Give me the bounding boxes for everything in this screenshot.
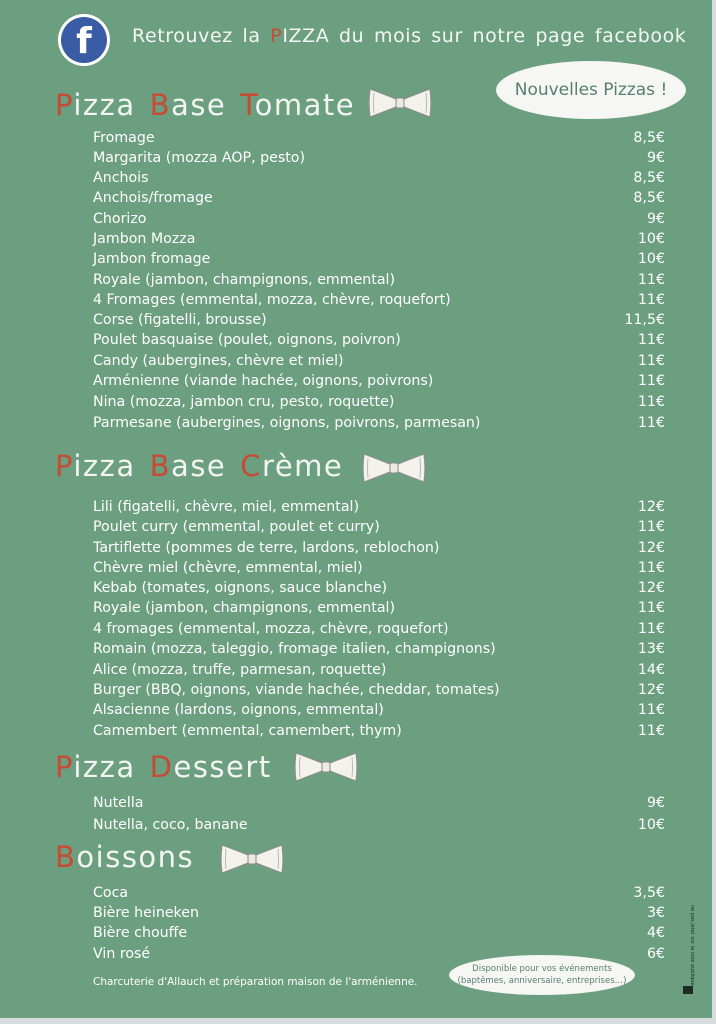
title-word xyxy=(55,449,136,483)
item-price: 11€ xyxy=(637,600,665,616)
title-word xyxy=(150,88,227,122)
menu-item xyxy=(93,578,665,598)
menu-item xyxy=(93,168,665,188)
item-price: 10€ xyxy=(637,817,665,833)
title-initial: D xyxy=(149,750,174,784)
item-name: Chèvre miel (chèvre, emmental, miel) xyxy=(93,560,363,576)
menu-item xyxy=(93,793,665,813)
events-badge-line2: (baptêmes, anniversaire, entreprises…) xyxy=(457,976,627,986)
header-text-after: du mois sur notre page facebook xyxy=(329,25,687,47)
title-word xyxy=(55,840,194,874)
item-price: 8,5€ xyxy=(633,130,665,146)
title-initial: B xyxy=(149,449,172,483)
menu-item xyxy=(93,660,665,680)
item-name: Margarita (mozza AOP, pesto) xyxy=(93,150,305,166)
title-rest: izza xyxy=(73,449,136,483)
item-price: 9€ xyxy=(646,795,665,811)
item-price: 12€ xyxy=(637,499,665,515)
bowtie-icon xyxy=(218,841,286,877)
events-badge xyxy=(449,955,635,995)
menu-item xyxy=(93,721,665,741)
item-name: Nutella xyxy=(93,795,144,811)
title-rest: essert xyxy=(173,750,272,784)
menu-item xyxy=(93,270,665,290)
menu-item xyxy=(93,351,665,371)
item-name: Lili (figatelli, chèvre, miel, emmental) xyxy=(93,499,360,515)
new-pizzas-badge: Nouvelles Pizzas ! xyxy=(496,61,686,119)
item-price: 10€ xyxy=(637,231,665,247)
item-name: Poulet basquaise (poulet, oignons, poivron) xyxy=(93,332,401,348)
menu-item xyxy=(93,413,665,433)
title-initial: B xyxy=(149,88,172,122)
header-text-izza: IZZA xyxy=(282,25,330,47)
item-price: 14€ xyxy=(637,662,665,678)
item-name: Candy (aubergines, chèvre et miel) xyxy=(93,353,344,369)
menu-item xyxy=(93,923,665,943)
menu-item xyxy=(93,249,665,269)
item-name: Fromage xyxy=(93,130,155,146)
menu-item xyxy=(93,392,665,412)
title-word xyxy=(150,449,227,483)
item-name: Bière chouffe xyxy=(93,925,188,941)
footer-note: Charcuterie d'Allauch et préparation maison de l'arménienne. xyxy=(93,976,418,988)
bowtie-icon xyxy=(360,450,428,486)
title-rest: ase xyxy=(171,449,227,483)
item-name: Coca xyxy=(93,885,129,901)
item-name: Corse (figatelli, brousse) xyxy=(93,312,267,328)
title-word xyxy=(150,750,272,784)
menu-item xyxy=(93,148,665,168)
title-rest: rème xyxy=(262,449,344,483)
menu-item xyxy=(93,310,665,330)
item-price: 4€ xyxy=(646,925,665,941)
events-badge-line1: Disponible pour vos événements xyxy=(472,964,612,974)
item-price: 11,5€ xyxy=(624,312,665,328)
item-price: 11€ xyxy=(637,723,665,739)
item-price: 10€ xyxy=(637,251,665,267)
item-name: Chorizo xyxy=(93,211,147,227)
title-initial: P xyxy=(55,88,74,122)
item-name: Kebab (tomates, oignons, sauce blanche) xyxy=(93,580,388,596)
section-title-pizza-base-tomate xyxy=(55,88,369,122)
item-name: Poulet curry (emmental, poulet et curry) xyxy=(93,519,380,535)
item-price: 12€ xyxy=(637,540,665,556)
menu-item xyxy=(93,700,665,720)
item-price: 3,5€ xyxy=(633,885,665,901)
menu-item xyxy=(93,883,665,903)
item-price: 9€ xyxy=(646,150,665,166)
item-price: 12€ xyxy=(637,580,665,596)
title-word xyxy=(240,88,355,122)
bowtie-icon xyxy=(366,85,434,121)
menu-item xyxy=(93,371,665,391)
item-name: Bière heineken xyxy=(93,905,199,921)
title-rest: omate xyxy=(254,88,356,122)
title-word xyxy=(55,88,136,122)
item-name: Burger (BBQ, oignons, viande hachée, cheddar, tomates) xyxy=(93,682,500,698)
item-price: 11€ xyxy=(637,702,665,718)
side-tiny-text: ne pas jeter sur la voie publique xyxy=(689,905,695,986)
item-price: 11€ xyxy=(637,560,665,576)
item-name: Romain (mozza, taleggio, fromage italien, champignons) xyxy=(93,641,496,657)
menu-item xyxy=(93,497,665,517)
menu-item xyxy=(93,903,665,923)
item-name: Royale (jambon, champignons, emmental) xyxy=(93,272,396,288)
item-price: 9€ xyxy=(646,211,665,227)
title-rest: oissons xyxy=(76,840,195,874)
item-name: Nutella, coco, banane xyxy=(93,817,248,833)
item-price: 13€ xyxy=(637,641,665,657)
title-word xyxy=(55,750,136,784)
item-price: 3€ xyxy=(646,905,665,921)
title-initial: P xyxy=(55,750,74,784)
item-price: 8,5€ xyxy=(633,170,665,186)
menu-item xyxy=(93,229,665,249)
item-name: 4 Fromages (emmental, mozza, chèvre, roquefort) xyxy=(93,292,451,308)
title-initial: C xyxy=(240,449,263,483)
item-price: 11€ xyxy=(637,394,665,410)
facebook-icon[interactable] xyxy=(58,14,110,66)
item-name: Arménienne (viande hachée, oignons, poivrons) xyxy=(93,373,434,389)
item-name: Alice (mozza, truffe, parmesan, roquette) xyxy=(93,662,387,678)
item-name: Alsacienne (lardons, oignons, emmental) xyxy=(93,702,384,718)
title-rest: izza xyxy=(73,88,136,122)
item-name: Camembert (emmental, camembert, thym) xyxy=(93,723,402,739)
header-text-p: P xyxy=(270,25,283,47)
item-name: 4 fromages (emmental, mozza, chèvre, roquefort) xyxy=(93,621,449,637)
item-name: Royale (jambon, champignons, emmental) xyxy=(93,600,396,616)
item-price: 11€ xyxy=(637,272,665,288)
menu-item xyxy=(93,188,665,208)
menu-item xyxy=(93,815,665,835)
facebook-f-glyph: f xyxy=(61,17,107,63)
item-name: Jambon Mozza xyxy=(93,231,196,247)
section-title-boissons xyxy=(55,840,208,874)
title-initial: B xyxy=(55,840,77,874)
title-rest: ase xyxy=(171,88,227,122)
menu-item xyxy=(93,538,665,558)
item-price: 6€ xyxy=(646,946,665,962)
item-name: Anchois xyxy=(93,170,149,186)
menu-item xyxy=(93,290,665,310)
menu-item xyxy=(93,619,665,639)
item-price: 12€ xyxy=(637,682,665,698)
item-price: 11€ xyxy=(637,621,665,637)
item-price: 11€ xyxy=(637,373,665,389)
recycle-mark-icon xyxy=(683,986,693,994)
bowtie-icon xyxy=(292,749,360,785)
item-price: 11€ xyxy=(637,415,665,431)
menu-item xyxy=(93,680,665,700)
title-rest: izza xyxy=(73,750,136,784)
section-title-pizza-dessert xyxy=(55,750,286,784)
item-price: 11€ xyxy=(637,353,665,369)
menu-item xyxy=(93,558,665,578)
item-name: Anchois/fromage xyxy=(93,190,213,206)
title-initial: P xyxy=(55,449,74,483)
menu-item xyxy=(93,598,665,618)
header-text-before: Retrouvez la xyxy=(132,25,271,47)
item-name: Nina (mozza, jambon cru, pesto, roquette) xyxy=(93,394,395,410)
menu-item xyxy=(93,517,665,537)
menu-item xyxy=(93,209,665,229)
menu-item xyxy=(93,128,665,148)
title-initial: T xyxy=(240,88,255,122)
item-name: Vin rosé xyxy=(93,946,151,962)
item-price: 8,5€ xyxy=(633,190,665,206)
title-word xyxy=(240,449,343,483)
item-name: Jambon fromage xyxy=(93,251,211,267)
item-price: 11€ xyxy=(637,519,665,535)
item-price: 11€ xyxy=(637,292,665,308)
menu-item xyxy=(93,330,665,350)
item-name: Tartiflette (pommes de terre, lardons, reblochon) xyxy=(93,540,440,556)
item-name: Parmesane (aubergines, oignons, poivrons, parmesan) xyxy=(93,415,481,431)
menu-item xyxy=(93,639,665,659)
section-title-pizza-base-creme xyxy=(55,449,357,483)
item-price: 11€ xyxy=(637,332,665,348)
header-facebook-text xyxy=(132,25,686,47)
